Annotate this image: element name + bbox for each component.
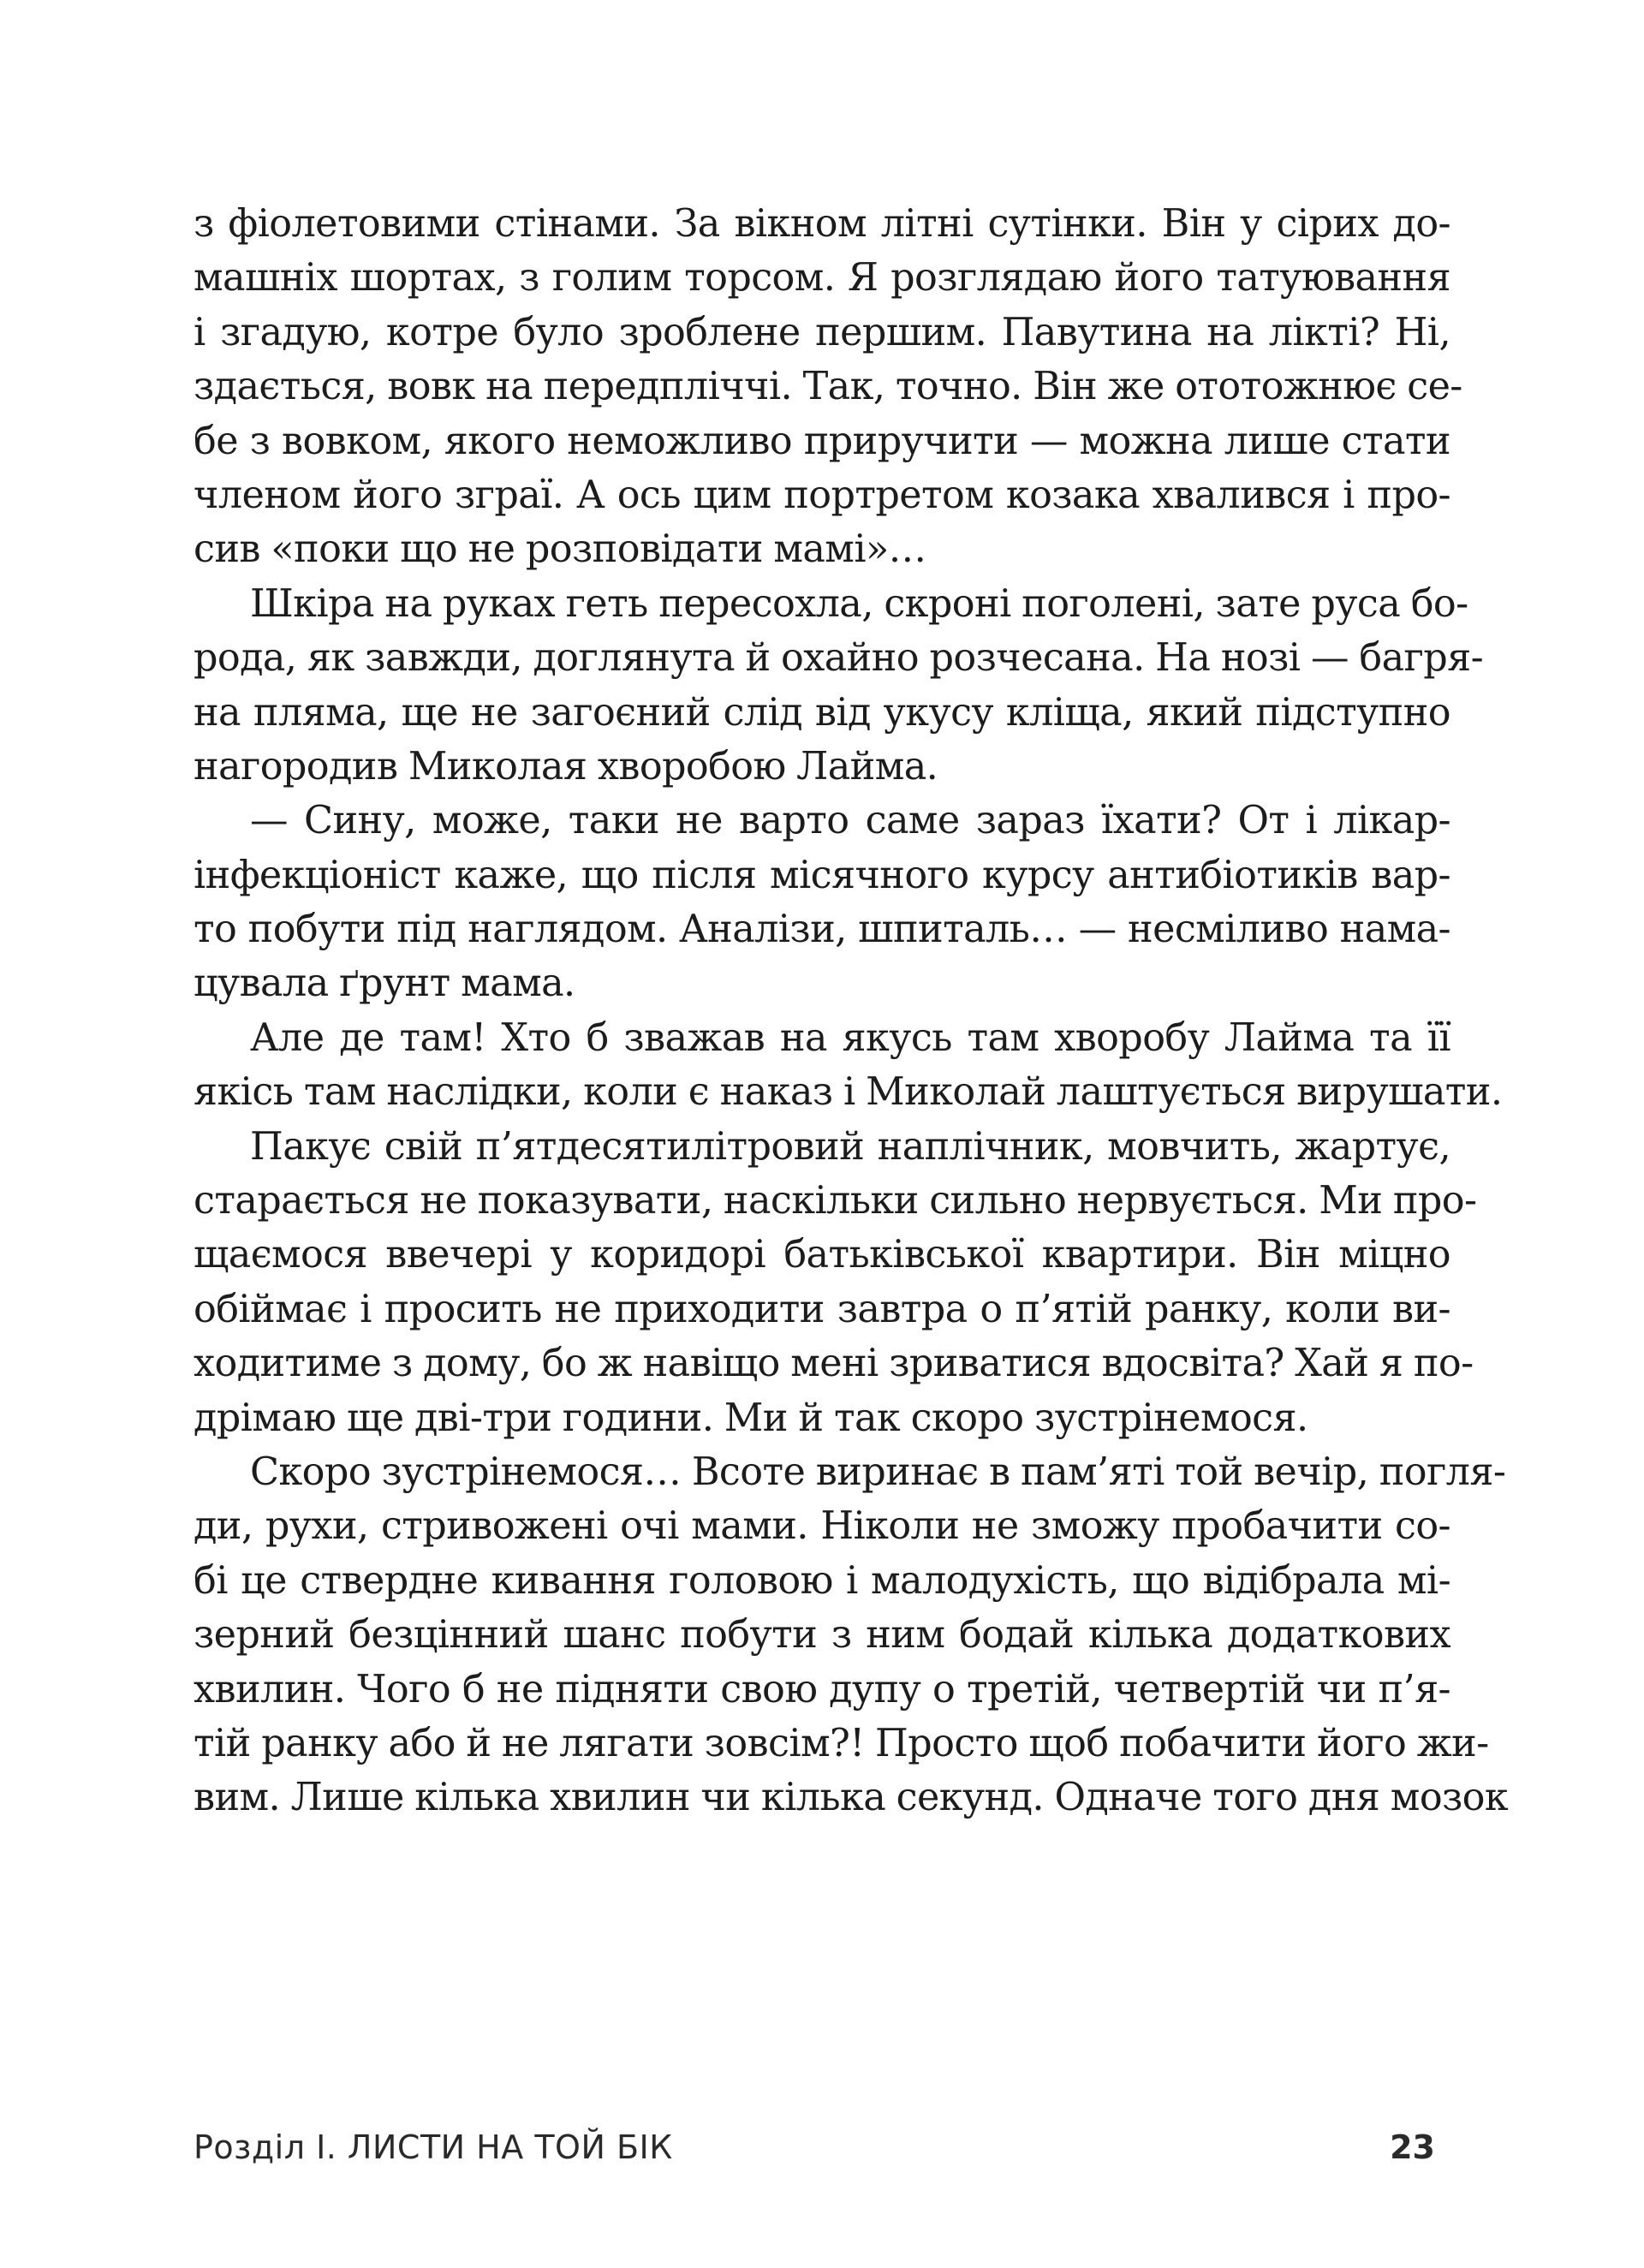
text-line: ходитиме з дому, бо ж навіщо мені зриватися вдосвіта? Хай я по- <box>194 1342 1474 1386</box>
text-line: нагородив Миколая хворобою Лайма. <box>194 744 938 789</box>
text-line: членом його зграї. А ось цим портретом козака хвалився і про- <box>194 473 1450 517</box>
text-line: і згадую, котре було зроблене першим. Павутина на лікті? Ні, <box>194 310 1450 354</box>
body-text <box>194 197 1509 1825</box>
text-line: тій ранку або й не лягати зовсім?! Просто щоб побачити його жи- <box>194 1721 1489 1765</box>
text-line: машніх шортах, з голим торсом. Я розглядаю його татуювання <box>194 256 1450 301</box>
text-line: ди, рухи, стривожені очі мами. Ніколи не зможу пробачити со- <box>194 1504 1450 1549</box>
text-line: сив «поки що не розповідати мамі»… <box>194 527 926 572</box>
text-line: хвилин. Чого б не підняти свою дупу о третій, четвертій чи п’я- <box>194 1667 1450 1711</box>
text-line: рода, як завжди, доглянута й охайно розчесана. На нозі — багря- <box>194 636 1484 681</box>
text-line: обіймає і просить не приходити завтра о п’ятій ранку, коли ви- <box>194 1287 1450 1331</box>
text-line: здається, вовк на передпліччі. Так, точно. Він же ототожнює се- <box>194 365 1462 409</box>
text-line: інфекціоніст каже, що після місячного курсу антибіотиків вар- <box>194 853 1450 897</box>
running-footer-chapter-title: Розділ І. ЛИСТИ НА ТОЙ БІК <box>194 2128 673 2166</box>
text-line: Пакує свій п’ятдесятилітровий наплічник, мовчить, жартує, <box>250 1124 1450 1169</box>
page-number: 23 <box>1390 2128 1435 2166</box>
text-line: якісь там наслідки, коли є наказ і Миколай лаштується вирушати. <box>194 1070 1503 1115</box>
text-line: — Сину, може, таки не варто саме зараз їхати? От і лікар- <box>250 799 1450 843</box>
text-line: на пляма, ще не загоєний слід від укусу кліща, який підступно <box>194 690 1450 735</box>
text-line: дрімаю ще дві-три години. Ми й так скоро зустрінемося. <box>194 1396 1308 1440</box>
text-line: зерний безцінний шанс побути з ним бодай кілька додаткових <box>194 1613 1450 1658</box>
text-line: вим. Лише кілька хвилин чи кілька секунд. Одначе того дня мозок <box>194 1776 1509 1820</box>
text-line: то побути під наглядом. Аналізи, шпиталь… — несміливо нама- <box>194 908 1450 952</box>
text-line: Скоро зустрінемося… Всоте виринає в пам’яті той вечір, погля- <box>250 1449 1506 1494</box>
text-line: цувала ґрунт мама. <box>194 961 575 1006</box>
text-line: старається не показувати, наскільки сильно нервується. Ми про- <box>194 1179 1477 1223</box>
text-line: щаємося ввечері у коридорі батьківської квартири. Він міцно <box>194 1233 1450 1277</box>
text-line: Шкіра на руках геть пересохла, скроні поголені, зате руса бо- <box>250 581 1468 626</box>
text-line: бі це ствердне кивання головою і малодухість, що відібрала мі- <box>194 1558 1450 1603</box>
text-line: бе з вовком, якого неможливо приручити — можна лише стати <box>194 419 1450 463</box>
text-line: з фіолетовими стінами. За вікном літні сутінки. Він у сірих до- <box>194 202 1450 246</box>
text-line: Але де там! Хто б зважав на якусь там хворобу Лайма та її <box>250 1015 1450 1060</box>
